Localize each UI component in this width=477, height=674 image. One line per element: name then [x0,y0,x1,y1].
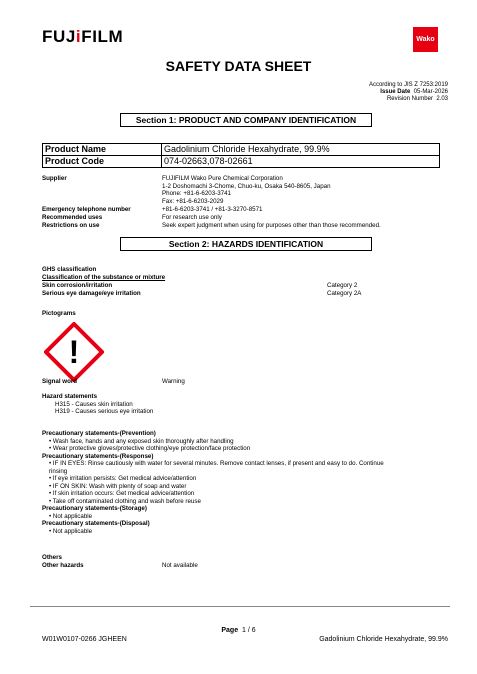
pictogram-symbol: ! [68,334,80,370]
revision-number: Revision Number 2.03 [386,96,448,102]
supplier-line: Fax: +81-6-6203-2029 [162,197,224,205]
fujifilm-logo: FUJiFILM [42,27,124,46]
section1-heading: Section 1: PRODUCT AND COMPANY IDENTIFICATION [120,113,372,127]
supplier-block [42,175,442,205]
disposal-item: • Not applicable [49,527,93,535]
eye-value: Category 2A [327,290,362,297]
product-name-value: Gadolinium Chloride Hexahydrate, 99.9% [162,144,440,156]
according-text: According to JIS Z 7253:2019 [368,82,448,88]
product-name-label: Product Name [43,144,162,156]
recommended-row [42,214,442,222]
restrictions-label: Restrictions on use [42,222,100,229]
emergency-label: Emergency telephone number [42,206,131,213]
page-number: Page 1 / 6 [221,627,256,634]
classification-label: Classification of the substance or mixture [42,274,166,281]
pictograms-label: Pictograms [42,310,76,317]
product-code-label: Product Code [43,156,162,168]
supplier-line: Phone: +81-6-6203-3741 [162,190,231,197]
eye-label: Serious eye damage/eye irritation [42,290,141,297]
precautionary-block [42,430,447,535]
issue-date: Issue Date 05-Mar-2026 [380,89,448,95]
recommended-value: For research use only [162,214,222,221]
other-hazards-value: Not available [162,562,198,569]
wako-logo [413,27,438,52]
emergency-value: +81-6-6203-3741 / +81-3-3270-8571 [162,206,263,213]
disposal-label: Precautionary statements-(Disposal) [42,520,150,527]
storage-label: Precautionary statements-(Storage) [42,505,147,512]
exclamation-pictogram-icon [44,322,104,382]
response-item: rinsing [49,467,68,475]
storage-item: • Not applicable [49,512,93,520]
response-item: • If eye irritation persists: Get medical advice/attention [49,475,197,482]
signal-word-label: Signal word [42,378,78,385]
others-label: Others [42,554,62,561]
prevention-item: • Wear protective gloves/protective clothing/eye protection/face protection [49,445,251,452]
other-hazards-label: Other hazards [42,562,84,569]
wako-badge-text: Wako [416,36,435,43]
supplier-lines [162,175,331,205]
skin-value: Category 2 [327,282,358,289]
footer-divider [30,606,450,607]
restrictions-value: Seek expert judgment when using for purposes other than those recommended. [162,222,381,229]
hazard-statement: H319 - Causes serious eye irritation [55,408,154,415]
restrictions-row [42,222,442,230]
prevention-item: • Wash face, hands and any exposed skin thoroughly after handling [49,437,234,445]
hazard-statements-label: Hazard statements [42,393,98,400]
recommended-label: Recommended uses [42,214,103,221]
response-item: • IF IN EYES: Rinse cautiously with water for several minutes. Remove contact lenses, if present and easy to do. Continue [49,460,384,467]
footer-product: Gadolinium Chloride Hexahydrate, 99.9% [319,636,448,643]
section2-heading: Section 2: HAZARDS IDENTIFICATION [120,237,372,251]
hazard-statement: H315 - Causes skin irritation [55,400,133,408]
supplier-line: 1-2 Doshomachi 3-Chome, Chuo-ku, Osaka 540-8605, Japan [162,182,331,190]
product-code-value: 074-02663,078-02661 [162,156,440,168]
product-name-row [43,144,440,156]
response-item: • If skin irritation occurs: Get medical advice/attention [49,490,195,497]
hazard-statements [42,393,153,416]
response-item: • Take off contaminated clothing and wash before reuse [49,497,201,505]
ghs-classification-label: GHS classification [42,266,97,273]
product-table [42,143,440,168]
skin-label: Skin corrosion/irritation [42,282,113,289]
signal-word-value: Warning [162,378,185,385]
supplier-label: Supplier [42,175,67,182]
page-title: SAFETY DATA SHEET [165,58,312,74]
footer-doc-code: W01W0107-0266 JGHEEN [42,636,127,643]
prevention-label: Precautionary statements-(Prevention) [42,430,156,437]
response-item: • IF ON SKIN: Wash with plenty of soap and water [49,482,187,490]
response-label: Precautionary statements-(Response) [42,452,154,460]
product-code-row [43,156,440,168]
emergency-row [42,206,442,214]
supplier-line: FUJIFILM Wako Pure Chemical Corporation [162,175,283,182]
